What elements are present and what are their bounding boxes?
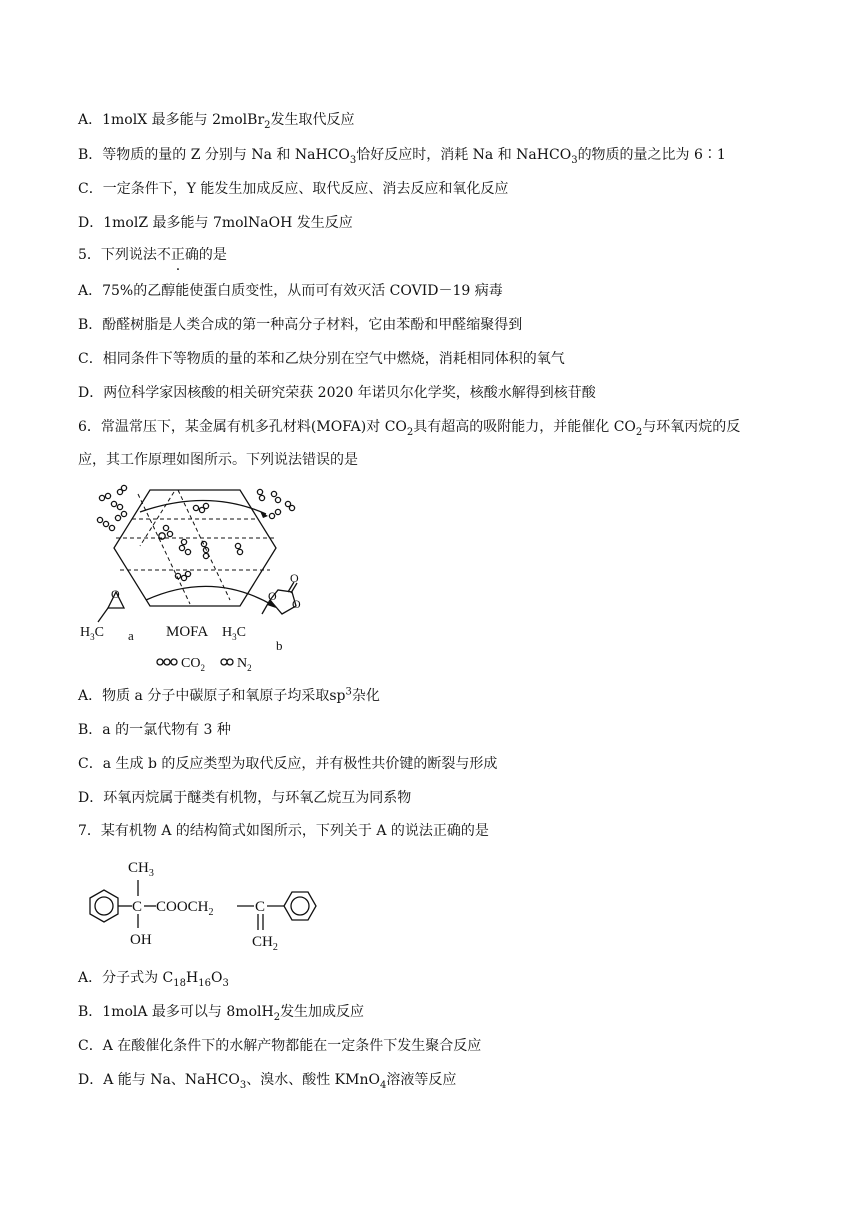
label-b: b xyxy=(276,638,283,653)
q5-option-d: D．两位科学家因核酸的相关研究荣获 2020 年诺贝尔化学奖，核酸水解得到核苷酸 xyxy=(78,385,596,401)
q6-stem-line1: 6．常温常压下，某金属有机多孔材料(MOFA)对 $CO_2$具有超高的吸附能力，并能催化 $CO_2$与环氧丙烷的反 xyxy=(78,419,741,438)
emphasis-dots: 不正确 xyxy=(156,247,199,263)
svg-text:CH3: $CH_3$ xyxy=(128,860,154,879)
svg-text:C: C xyxy=(255,899,266,915)
label-a: a xyxy=(128,628,134,643)
q4-option-b: B．等物质的量的 Z 分别与 Na 和 NaHCO$_3$恰好反应时，消耗 Na 和 NaHCO$_3$的物质的量之比为 6∶1 xyxy=(78,147,726,166)
q6-option-a: A．物质 a 分子中碳原子和氧原子均采取$sp^3$杂化 xyxy=(78,686,380,704)
svg-text:OH: OH xyxy=(130,932,152,948)
q7-option-c: C．A 在酸催化条件下的水解产物都能在一定条件下发生聚合反应 xyxy=(78,1038,482,1054)
q5-option-a: A．75%的乙醇能使蛋白质变性，从而可有效灭活 COVID－19 病毒 xyxy=(78,283,503,299)
benzene-ring-left xyxy=(90,890,118,922)
q6-stem-line2: 应，其工作原理如图所示。下列说法错误的是 xyxy=(78,452,358,468)
adsorbed-molecules xyxy=(159,503,243,580)
q4-option-a: A．1molX 最多能与 2molBr$_2$发生取代反应 xyxy=(78,112,355,131)
q7-stem: 7．某有机物 A 的结构简式如图所示，下列关于 A 的说法正确的是 xyxy=(78,823,489,839)
benzene-ring-right xyxy=(284,892,316,920)
q5-option-b: B．酚醛树脂是人类合成的第一种高分子材料，它由苯酚和甲醛缩聚得到 xyxy=(78,317,523,333)
q4-option-c: C．一定条件下，Y 能发生加成反应、取代反应、消去反应和氧化反应 xyxy=(78,181,509,197)
svg-text:H3C: $H_3C$ xyxy=(222,625,246,642)
svg-text:C: C xyxy=(132,899,143,915)
q6-option-c: C．a 生成 b 的反应类型为取代反应，并有极性共价键的断裂与形成 xyxy=(78,756,498,772)
svg-text:COOCH2: $COOCH_2$ xyxy=(156,899,214,918)
svg-text:N2: $N_2$ xyxy=(237,656,252,673)
q4-option-d: D．1molZ 最多能与 7molNaOH 发生反应 xyxy=(78,215,353,231)
q7-option-d: D．A 能与 Na、NaHCO$_3$、溴水、酸性 KMnO$_4$溶液等反应 xyxy=(78,1072,457,1091)
svg-text:O: O xyxy=(268,589,277,603)
svg-text:O: O xyxy=(290,571,299,585)
reaction-arrow xyxy=(146,586,274,606)
svg-text:CH2: $CH_2$ xyxy=(252,934,278,953)
q5-stem: 5．下列说法不正确的是 xyxy=(78,247,227,263)
q7-option-b: B．1molA 最多可以与 8molH$_2$发生加成反应 xyxy=(78,1004,365,1023)
mofa-diagram xyxy=(78,480,338,675)
mofa-hexagon xyxy=(114,490,276,606)
mofa-label: MOFA xyxy=(166,624,209,640)
structure-formula-a xyxy=(74,850,334,960)
q5-option-c: C．相同条件下等物质的量的苯和乙炔分别在空气中燃烧，消耗相同体积的氧气 xyxy=(78,351,565,367)
q6-option-b: B．a 的一氯代物有 3 种 xyxy=(78,722,231,738)
svg-text:O: O xyxy=(111,587,120,601)
q6-option-d: D．环氧丙烷属于醚类有机物，与环氧乙烷互为同系物 xyxy=(78,790,412,806)
svg-text:H3C: $H_3C$ xyxy=(80,625,104,642)
q7-option-a: A．分子式为 $C_{18}H_{16}O_3$ xyxy=(78,970,229,989)
svg-text:O: O xyxy=(292,597,301,611)
co2-molecules-left xyxy=(97,485,126,530)
svg-text:CO2: $CO_2$ xyxy=(181,656,205,673)
